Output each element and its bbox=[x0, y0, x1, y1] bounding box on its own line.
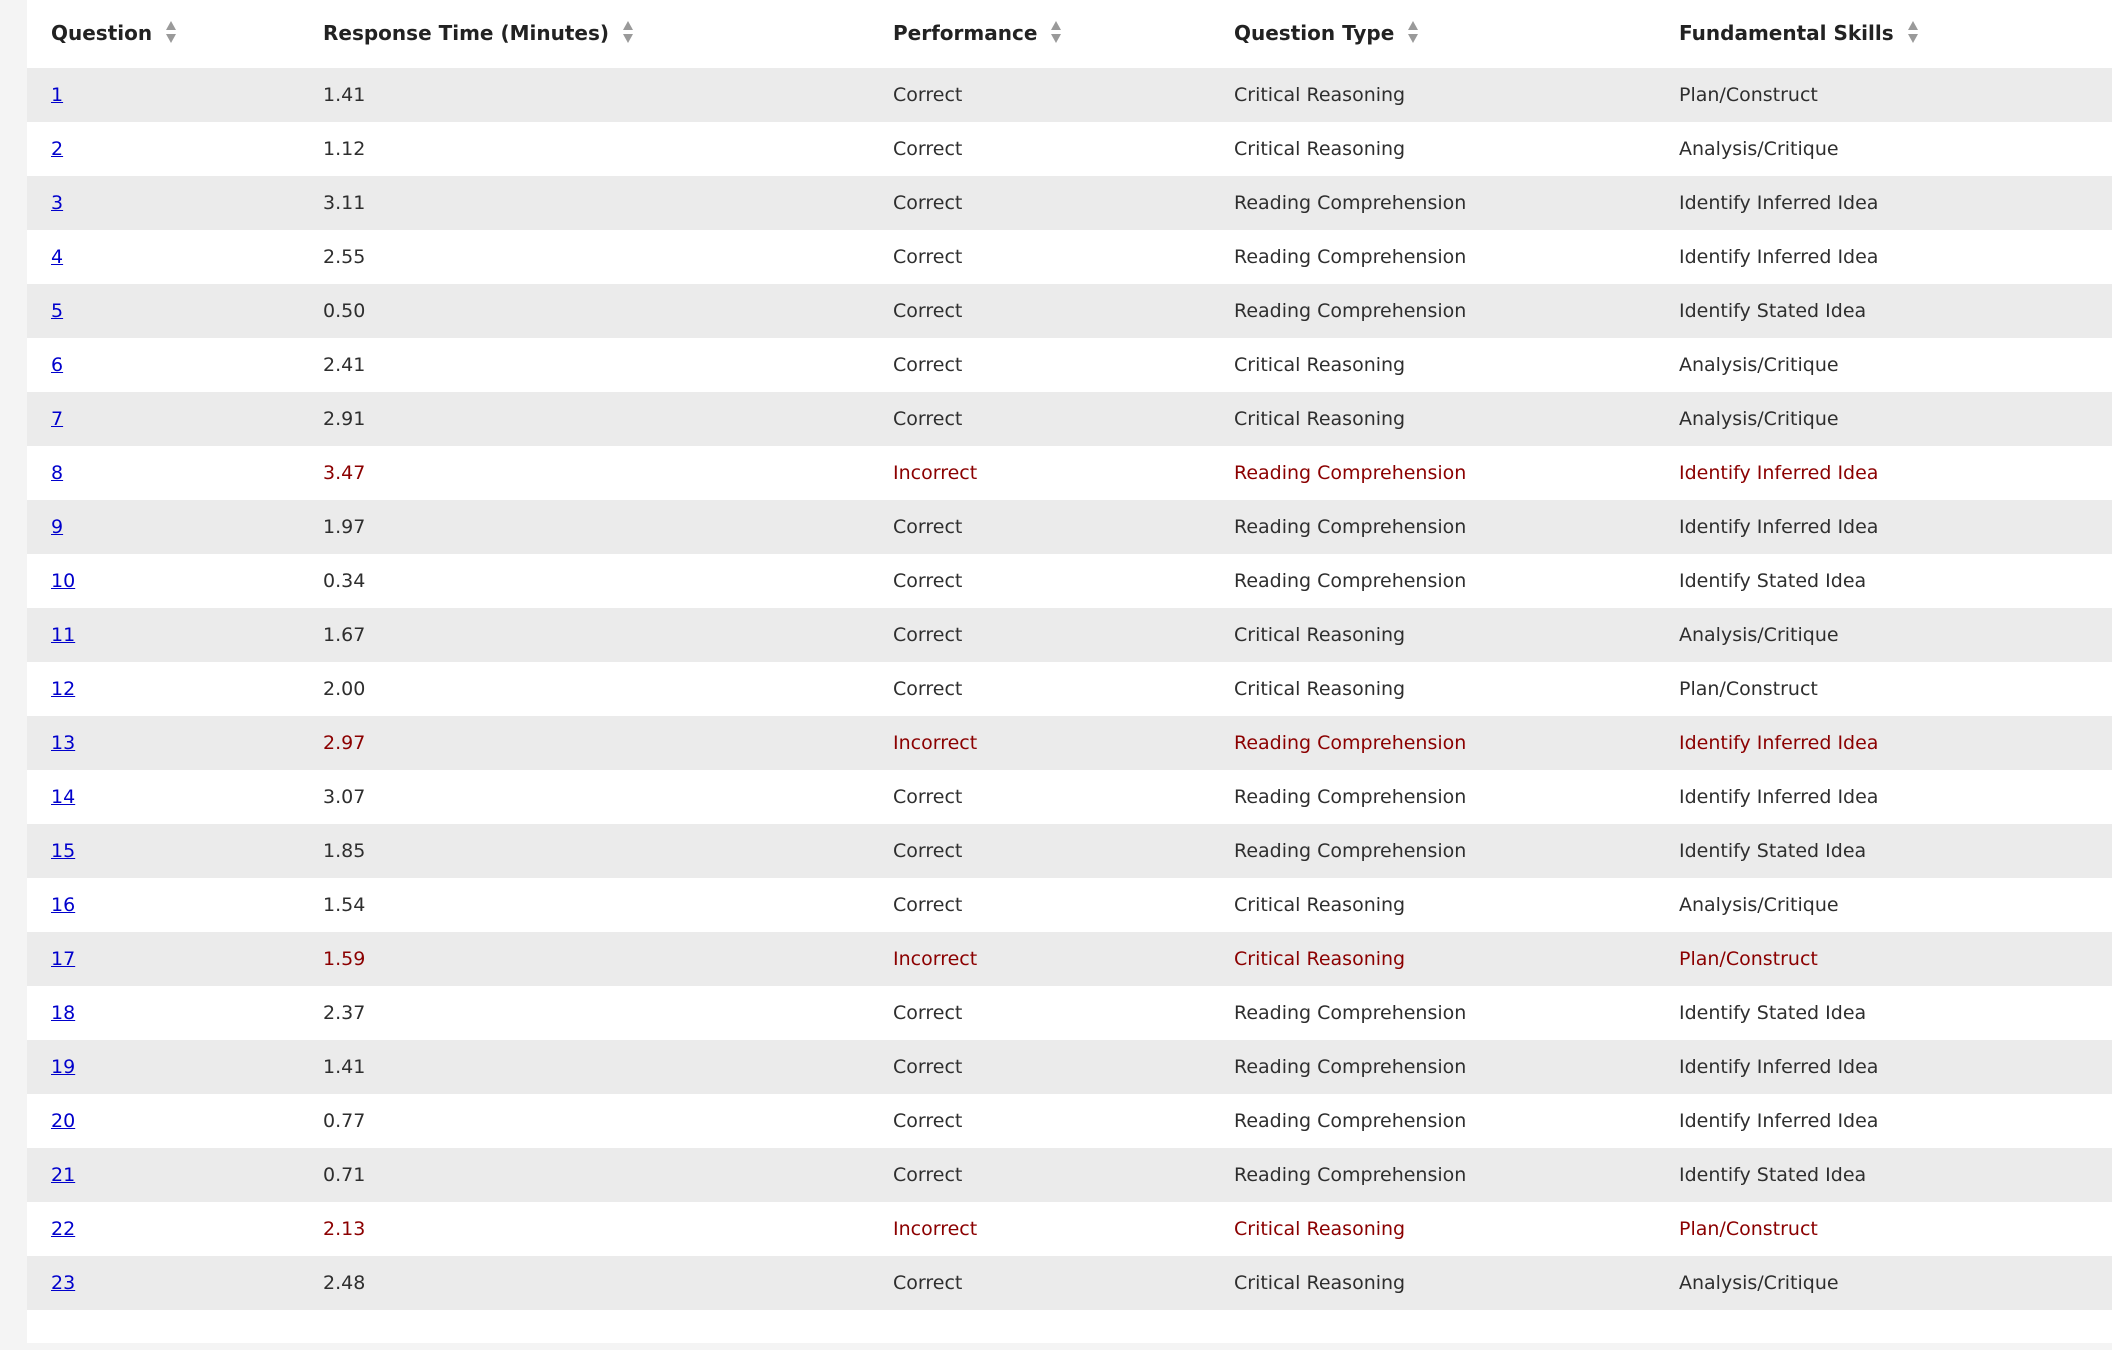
response-time-cell: 2.48 bbox=[323, 1272, 366, 1294]
question-number-link[interactable]: 19 bbox=[51, 1056, 76, 1078]
performance-cell: Correct bbox=[893, 1002, 963, 1024]
sort-icon[interactable] bbox=[1907, 19, 1919, 45]
question-type-cell: Reading Comprehension bbox=[1234, 732, 1467, 754]
response-time-cell: 3.47 bbox=[323, 462, 366, 484]
response-time-cell: 2.37 bbox=[323, 1002, 366, 1024]
sort-icon[interactable] bbox=[1050, 19, 1062, 45]
fundamental-skill-cell: Plan/Construct bbox=[1679, 1218, 1818, 1240]
header-question[interactable] bbox=[27, 0, 299, 68]
question-type-cell: Reading Comprehension bbox=[1234, 1002, 1467, 1024]
performance-cell: Correct bbox=[893, 786, 963, 808]
table-row bbox=[27, 338, 2112, 392]
table-row bbox=[27, 608, 2112, 662]
table-row bbox=[27, 554, 2112, 608]
question-type-cell: Critical Reasoning bbox=[1234, 678, 1406, 700]
table-row bbox=[27, 770, 2112, 824]
response-time-cell: 1.67 bbox=[323, 624, 366, 646]
question-type-cell: Critical Reasoning bbox=[1234, 624, 1406, 646]
header-performance[interactable] bbox=[869, 0, 1210, 68]
response-time-cell: 1.41 bbox=[323, 1056, 366, 1078]
question-number-link[interactable]: 18 bbox=[51, 1002, 76, 1024]
question-cell bbox=[27, 986, 299, 1040]
performance-cell: Correct bbox=[893, 570, 963, 592]
fundamental-skill-cell: Plan/Construct bbox=[1679, 84, 1818, 106]
response-time-cell: 1.85 bbox=[323, 840, 366, 862]
fundamental-skill-cell: Identify Inferred Idea bbox=[1679, 732, 1879, 754]
response-time-cell: 0.77 bbox=[323, 1110, 366, 1132]
sort-icon[interactable] bbox=[1407, 19, 1419, 45]
response-time-cell: 1.97 bbox=[323, 516, 366, 538]
performance-cell: Correct bbox=[893, 516, 963, 538]
fundamental-skill-cell: Identify Stated Idea bbox=[1679, 840, 1867, 862]
question-number-link[interactable]: 17 bbox=[51, 948, 76, 970]
question-type-cell: Critical Reasoning bbox=[1234, 354, 1406, 376]
response-time-cell: 3.07 bbox=[323, 786, 366, 808]
header-label: Response Time (Minutes) bbox=[323, 20, 610, 45]
fundamental-skill-cell: Identify Stated Idea bbox=[1679, 1002, 1867, 1024]
response-time-cell: 2.13 bbox=[323, 1218, 366, 1240]
question-number-link[interactable]: 2 bbox=[51, 138, 64, 160]
response-time-cell: 1.41 bbox=[323, 84, 366, 106]
question-cell bbox=[27, 338, 299, 392]
question-type-cell: Critical Reasoning bbox=[1234, 894, 1406, 916]
question-number-link[interactable]: 9 bbox=[51, 516, 64, 538]
question-number-link[interactable]: 23 bbox=[51, 1272, 76, 1294]
table-row bbox=[27, 176, 2112, 230]
table-row bbox=[27, 284, 2112, 338]
response-time-cell: 2.41 bbox=[323, 354, 366, 376]
results-panel bbox=[27, 0, 2112, 1343]
response-time-cell: 1.12 bbox=[323, 138, 366, 160]
question-type-cell: Reading Comprehension bbox=[1234, 462, 1467, 484]
fundamental-skill-cell: Analysis/Critique bbox=[1679, 1272, 1839, 1294]
question-cell bbox=[27, 554, 299, 608]
question-cell bbox=[27, 446, 299, 500]
sort-icon[interactable] bbox=[622, 19, 634, 45]
question-type-cell: Reading Comprehension bbox=[1234, 192, 1467, 214]
question-number-link[interactable]: 7 bbox=[51, 408, 64, 430]
table-header bbox=[27, 0, 2112, 68]
question-cell bbox=[27, 1256, 299, 1310]
question-number-link[interactable]: 1 bbox=[51, 84, 64, 106]
question-type-cell: Reading Comprehension bbox=[1234, 1056, 1467, 1078]
performance-cell: Incorrect bbox=[893, 1218, 978, 1240]
response-time-cell: 3.11 bbox=[323, 192, 366, 214]
question-cell bbox=[27, 284, 299, 338]
fundamental-skill-cell: Plan/Construct bbox=[1679, 678, 1818, 700]
table-row bbox=[27, 446, 2112, 500]
question-cell bbox=[27, 392, 299, 446]
header-row bbox=[27, 0, 2112, 68]
question-cell bbox=[27, 770, 299, 824]
fundamental-skill-cell: Identify Inferred Idea bbox=[1679, 786, 1879, 808]
performance-cell: Correct bbox=[893, 354, 963, 376]
question-number-link[interactable]: 10 bbox=[51, 570, 76, 592]
question-number-link[interactable]: 15 bbox=[51, 840, 76, 862]
table-row bbox=[27, 1202, 2112, 1256]
table-row bbox=[27, 122, 2112, 176]
table-row bbox=[27, 716, 2112, 770]
question-cell bbox=[27, 932, 299, 986]
table-row bbox=[27, 1094, 2112, 1148]
fundamental-skill-cell: Plan/Construct bbox=[1679, 948, 1818, 970]
question-type-cell: Reading Comprehension bbox=[1234, 1164, 1467, 1186]
fundamental-skill-cell: Analysis/Critique bbox=[1679, 624, 1839, 646]
question-cell bbox=[27, 878, 299, 932]
header-response-time[interactable] bbox=[299, 0, 869, 68]
question-number-link[interactable]: 20 bbox=[51, 1110, 76, 1132]
performance-cell: Correct bbox=[893, 1056, 963, 1078]
question-type-cell: Critical Reasoning bbox=[1234, 84, 1406, 106]
performance-cell: Correct bbox=[893, 408, 963, 430]
performance-cell: Correct bbox=[893, 894, 963, 916]
fundamental-skill-cell: Identify Inferred Idea bbox=[1679, 246, 1879, 268]
performance-cell: Incorrect bbox=[893, 462, 978, 484]
question-cell bbox=[27, 68, 299, 122]
performance-cell: Correct bbox=[893, 1272, 963, 1294]
question-type-cell: Reading Comprehension bbox=[1234, 1110, 1467, 1132]
header-label: Performance bbox=[893, 20, 1038, 45]
question-type-cell: Critical Reasoning bbox=[1234, 138, 1406, 160]
fundamental-skill-cell: Identify Stated Idea bbox=[1679, 1164, 1867, 1186]
response-time-cell: 2.55 bbox=[323, 246, 366, 268]
header-label: Fundamental Skills bbox=[1679, 20, 1894, 45]
header-label: Question Type bbox=[1234, 20, 1395, 45]
question-number-link[interactable]: 8 bbox=[51, 462, 64, 484]
question-number-link[interactable]: 21 bbox=[51, 1164, 76, 1186]
performance-cell: Correct bbox=[893, 138, 963, 160]
performance-cell: Correct bbox=[893, 1164, 963, 1186]
question-type-cell: Reading Comprehension bbox=[1234, 246, 1467, 268]
fundamental-skill-cell: Analysis/Critique bbox=[1679, 138, 1839, 160]
question-number-link[interactable]: 5 bbox=[51, 300, 64, 322]
fundamental-skill-cell: Identify Inferred Idea bbox=[1679, 516, 1879, 538]
sort-icon[interactable] bbox=[165, 19, 177, 45]
fundamental-skill-cell: Identify Inferred Idea bbox=[1679, 1110, 1879, 1132]
header-question-type[interactable] bbox=[1210, 0, 1655, 68]
performance-cell: Correct bbox=[893, 624, 963, 646]
question-cell bbox=[27, 1202, 299, 1256]
question-cell bbox=[27, 608, 299, 662]
table-row bbox=[27, 68, 2112, 122]
performance-cell: Correct bbox=[893, 246, 963, 268]
fundamental-skill-cell: Analysis/Critique bbox=[1679, 894, 1839, 916]
response-time-cell: 0.50 bbox=[323, 300, 366, 322]
table-row bbox=[27, 932, 2112, 986]
question-number-link[interactable]: 6 bbox=[51, 354, 64, 376]
question-cell bbox=[27, 230, 299, 284]
table-row bbox=[27, 662, 2112, 716]
response-time-cell: 1.54 bbox=[323, 894, 366, 916]
question-cell bbox=[27, 1148, 299, 1202]
question-type-cell: Reading Comprehension bbox=[1234, 840, 1467, 862]
performance-cell: Incorrect bbox=[893, 732, 978, 754]
question-type-cell: Reading Comprehension bbox=[1234, 786, 1467, 808]
response-time-cell: 0.71 bbox=[323, 1164, 366, 1186]
performance-cell: Correct bbox=[893, 1110, 963, 1132]
table-row bbox=[27, 500, 2112, 554]
performance-cell: Correct bbox=[893, 84, 963, 106]
table-row bbox=[27, 1256, 2112, 1310]
table-row bbox=[27, 1040, 2112, 1094]
performance-cell: Correct bbox=[893, 192, 963, 214]
table-row bbox=[27, 230, 2112, 284]
question-cell bbox=[27, 176, 299, 230]
performance-cell: Correct bbox=[893, 678, 963, 700]
question-cell bbox=[27, 1040, 299, 1094]
question-number-link[interactable]: 13 bbox=[51, 732, 76, 754]
table-row bbox=[27, 1148, 2112, 1202]
response-time-cell: 2.00 bbox=[323, 678, 366, 700]
response-time-cell: 2.97 bbox=[323, 732, 366, 754]
performance-cell: Correct bbox=[893, 840, 963, 862]
question-number-link[interactable]: 14 bbox=[51, 786, 76, 808]
question-results-table bbox=[27, 0, 2112, 1310]
response-time-cell: 1.59 bbox=[323, 948, 366, 970]
fundamental-skill-cell: Identify Inferred Idea bbox=[1679, 462, 1879, 484]
question-number-link[interactable]: 12 bbox=[51, 678, 76, 700]
question-type-cell: Critical Reasoning bbox=[1234, 948, 1406, 970]
question-cell bbox=[27, 122, 299, 176]
question-type-cell: Reading Comprehension bbox=[1234, 300, 1467, 322]
fundamental-skill-cell: Identify Stated Idea bbox=[1679, 570, 1867, 592]
question-number-link[interactable]: 16 bbox=[51, 894, 76, 916]
question-type-cell: Critical Reasoning bbox=[1234, 408, 1406, 430]
header-fundamental-skills[interactable] bbox=[1655, 0, 2112, 68]
question-number-link[interactable]: 4 bbox=[51, 246, 64, 268]
table-row bbox=[27, 392, 2112, 446]
performance-cell: Correct bbox=[893, 300, 963, 322]
table-body bbox=[27, 68, 2112, 1310]
question-cell bbox=[27, 824, 299, 878]
question-cell bbox=[27, 1094, 299, 1148]
question-number-link[interactable]: 3 bbox=[51, 192, 64, 214]
question-cell bbox=[27, 500, 299, 554]
question-type-cell: Critical Reasoning bbox=[1234, 1218, 1406, 1240]
table-row bbox=[27, 986, 2112, 1040]
question-type-cell: Critical Reasoning bbox=[1234, 1272, 1406, 1294]
question-number-link[interactable]: 22 bbox=[51, 1218, 76, 1240]
table-row bbox=[27, 824, 2112, 878]
question-type-cell: Reading Comprehension bbox=[1234, 570, 1467, 592]
fundamental-skill-cell: Analysis/Critique bbox=[1679, 354, 1839, 376]
question-cell bbox=[27, 662, 299, 716]
question-number-link[interactable]: 11 bbox=[51, 624, 76, 646]
fundamental-skill-cell: Identify Inferred Idea bbox=[1679, 192, 1879, 214]
question-type-cell: Reading Comprehension bbox=[1234, 516, 1467, 538]
fundamental-skill-cell: Identify Stated Idea bbox=[1679, 300, 1867, 322]
response-time-cell: 0.34 bbox=[323, 570, 366, 592]
fundamental-skill-cell: Analysis/Critique bbox=[1679, 408, 1839, 430]
table-row bbox=[27, 878, 2112, 932]
question-cell bbox=[27, 716, 299, 770]
header-label: Question bbox=[51, 20, 153, 45]
fundamental-skill-cell: Identify Inferred Idea bbox=[1679, 1056, 1879, 1078]
performance-cell: Incorrect bbox=[893, 948, 978, 970]
response-time-cell: 2.91 bbox=[323, 408, 366, 430]
